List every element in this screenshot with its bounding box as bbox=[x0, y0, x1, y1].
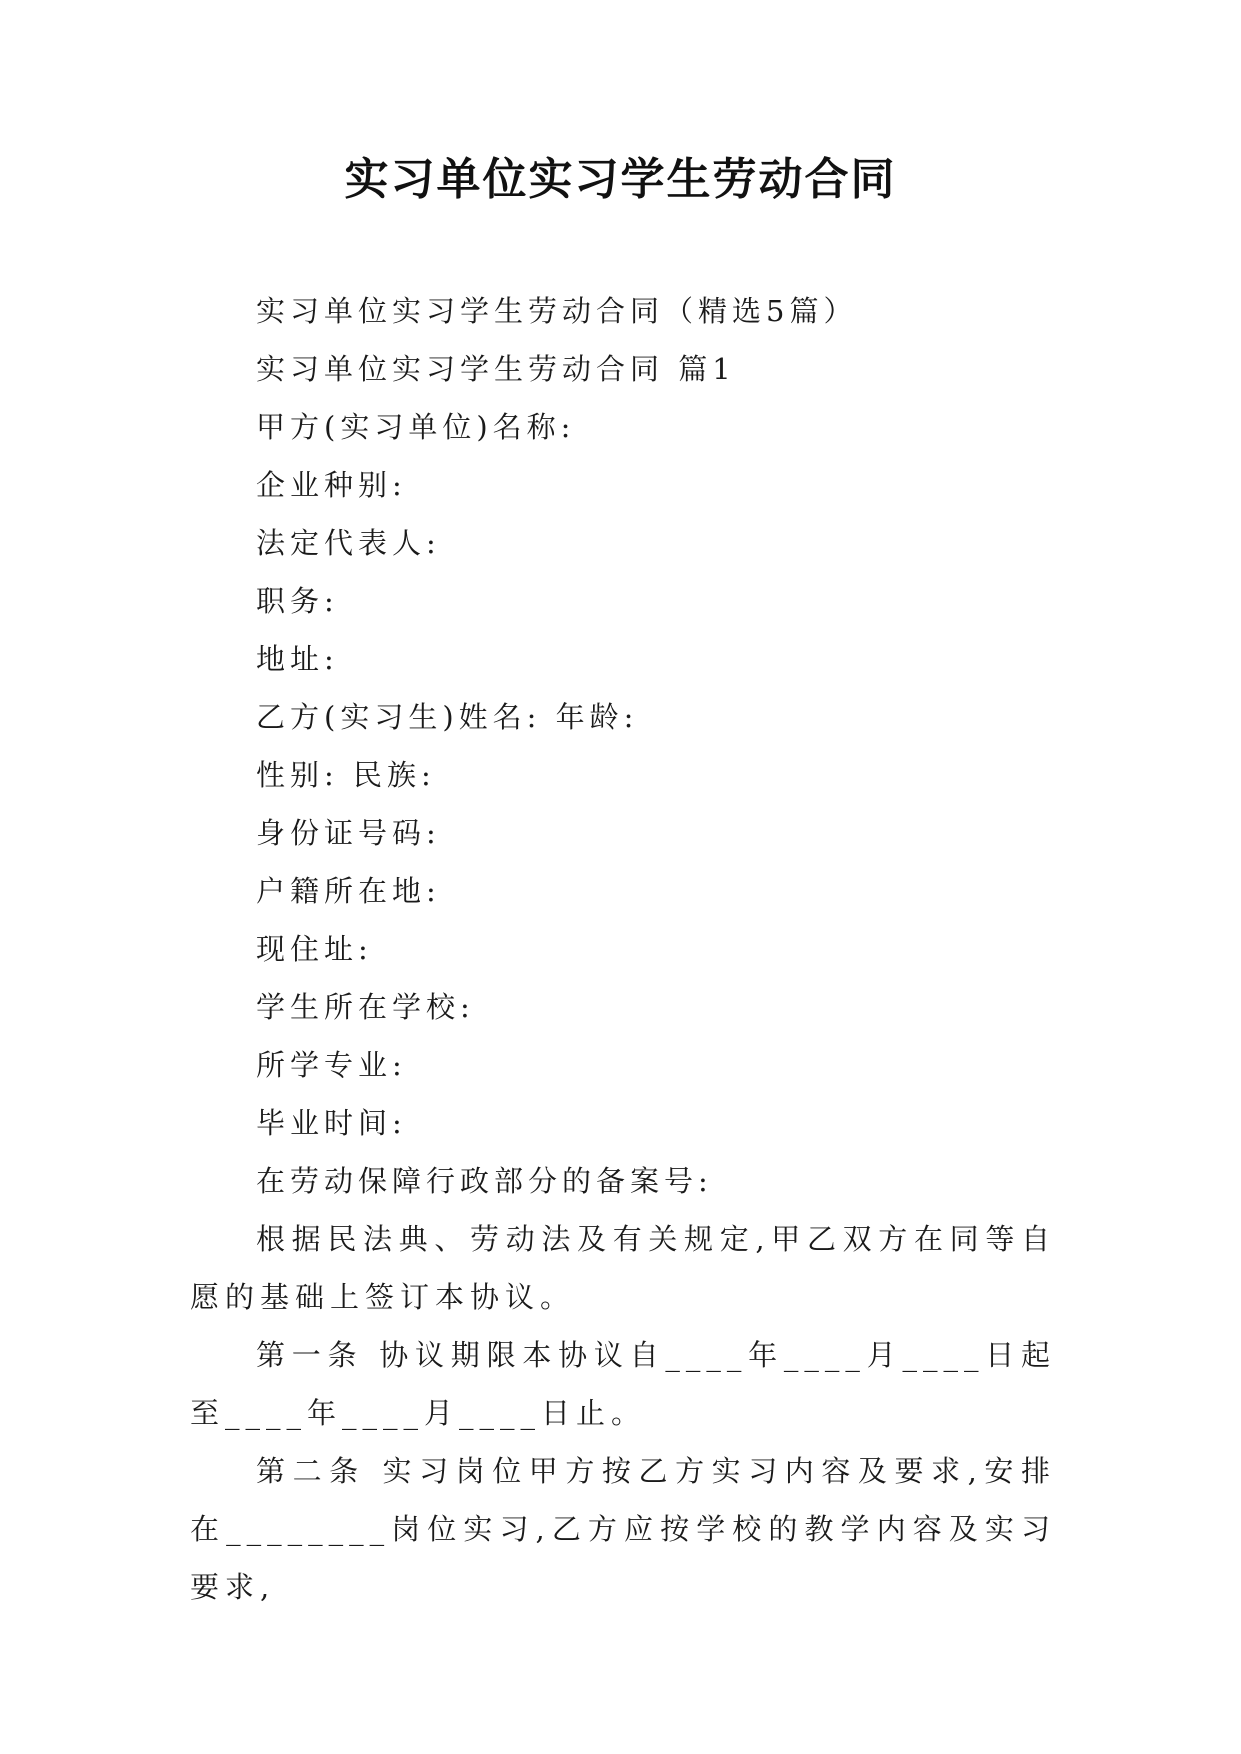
field-current-address: 现住址: bbox=[256, 932, 373, 966]
field-address: 地址: bbox=[256, 642, 339, 676]
field-position: 职务: bbox=[256, 584, 339, 618]
document-title: 实习单位实习学生劳动合同 bbox=[344, 154, 897, 205]
document-body bbox=[190, 282, 1056, 1616]
field-legal-representative: 法定代表人: bbox=[256, 526, 441, 560]
field-party-b-name-age: 乙方(实习生)姓名: 年龄: bbox=[256, 700, 639, 734]
paragraph-article-2: 第二条 实习岗位甲方按乙方实习内容及要求,安排在________岗位实习,乙方应按学校的教学内容及实习要求, bbox=[190, 1454, 1056, 1604]
field-gender-ethnicity: 性别: 民族: bbox=[256, 758, 436, 792]
field-enterprise-type: 企业种别: bbox=[256, 468, 407, 502]
paragraph-article-1: 第一条 协议期限本协议自____年____月____日起至____年____月____日止。 bbox=[190, 1338, 1056, 1430]
paragraph-preamble: 根据民法典、劳动法及有关规定,甲乙双方在同等自愿的基础上签订本协议。 bbox=[190, 1222, 1056, 1314]
field-filing-number: 在劳动保障行政部分的备案号: bbox=[256, 1164, 713, 1198]
field-party-a-name: 甲方(实习单位)名称: bbox=[256, 410, 576, 444]
section-heading: 实习单位实习学生劳动合同 篇1 bbox=[256, 352, 736, 386]
field-household-registration: 户籍所在地: bbox=[256, 874, 441, 908]
field-id-number: 身份证号码: bbox=[256, 816, 441, 850]
field-school: 学生所在学校: bbox=[256, 990, 475, 1024]
field-graduation-time: 毕业时间: bbox=[256, 1106, 407, 1140]
field-major: 所学专业: bbox=[256, 1048, 407, 1082]
subtitle-line: 实习单位实习学生劳动合同（精选5篇） bbox=[256, 294, 858, 328]
